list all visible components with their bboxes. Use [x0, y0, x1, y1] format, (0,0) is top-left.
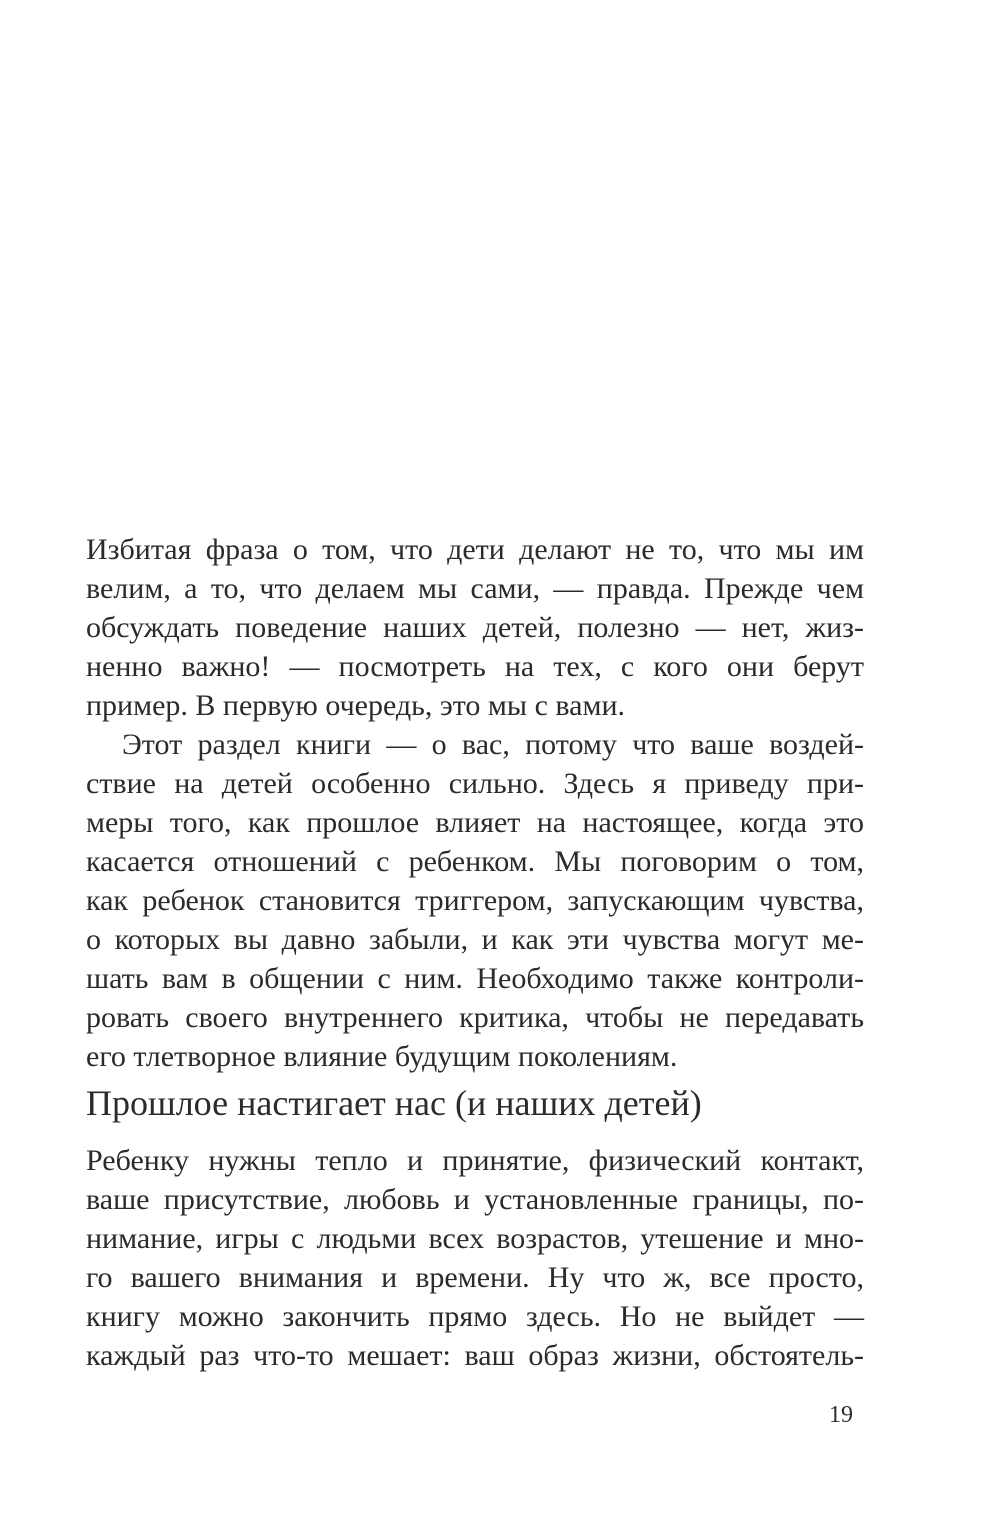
- text-line: его тлетворное влияние будущим поколениям.: [86, 1040, 678, 1073]
- text-line: ствие на детей особенно сильно. Здесь я приведу при-: [86, 767, 864, 800]
- section-text: [86, 1141, 864, 1375]
- text-line: шать вам в общении с ним. Необходимо также контроли-: [86, 962, 864, 995]
- text-line: ненно важно! — посмотреть на тех, с кого они берут: [86, 650, 864, 683]
- text-line: каждый раз что-то мешает: ваш образ жизни, обстоятель-: [86, 1339, 864, 1372]
- intro-text: [86, 530, 864, 1076]
- text-line: как ребенок становится триггером, запускающим чувства,: [86, 884, 864, 917]
- section-heading: Прошлое настигает нас (и наших детей): [86, 1083, 702, 1123]
- text-line: Ребенку нужны тепло и принятие, физический контакт,: [86, 1144, 864, 1177]
- text-line: Избитая фраза о том, что дети делают не то, что мы им: [86, 533, 864, 566]
- text-line: ваше присутствие, любовь и установленные границы, по-: [86, 1183, 864, 1216]
- text-line: обсуждать поведение наших детей, полезно — нет, жиз-: [86, 611, 864, 644]
- text-line: книгу можно закончить прямо здесь. Но не выйдет —: [86, 1300, 864, 1333]
- text-line: нимание, игры с людьми всех возрастов, утешение и мно-: [86, 1222, 864, 1255]
- text-line: велим, а то, что делаем мы сами, — правда. Прежде чем: [86, 572, 864, 605]
- text-line: касается отношений с ребенком. Мы поговорим о том,: [86, 845, 864, 878]
- text-line: пример. В первую очередь, это мы с вами.: [86, 689, 626, 722]
- text-line: меры того, как прошлое влияет на настоящее, когда это: [86, 806, 864, 839]
- text-line: Этот раздел книги — о вас, потому что ваше воздей-: [122, 728, 864, 761]
- text-line: о которых вы давно забыли, и как эти чувства могут ме-: [86, 923, 864, 956]
- text-line: го вашего внимания и времени. Ну что ж, все просто,: [86, 1261, 864, 1294]
- text-line: ровать своего внутреннего критика, чтобы не передавать: [86, 1001, 864, 1034]
- page-number: 19: [829, 1402, 853, 1428]
